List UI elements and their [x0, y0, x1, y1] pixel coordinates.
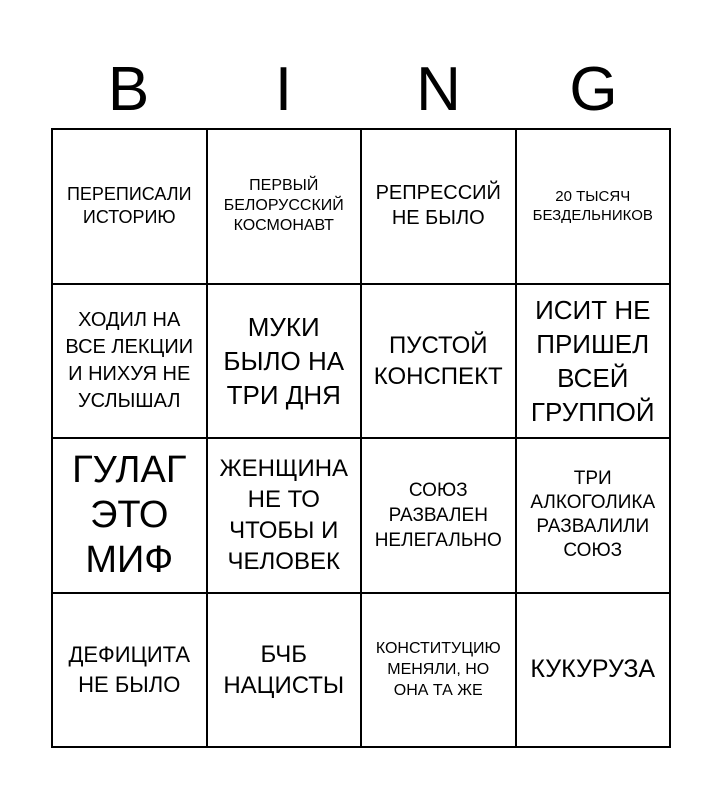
bingo-cell[interactable] [517, 285, 672, 440]
bingo-cell[interactable] [517, 439, 672, 594]
bingo-cell[interactable] [362, 439, 517, 594]
bingo-cell-text: ИСИТ НЕ ПРИШЕЛ ВСЕЙ ГРУППОЙ [530, 294, 655, 427]
header-letter-n: N [416, 55, 461, 124]
bingo-cell[interactable] [517, 594, 672, 749]
bingo-cell-text: ПЕРЕПИСАЛИ ИСТОРИЮ [66, 184, 192, 228]
bingo-cell-text: БЧБ НАЦИСТЫ [223, 640, 345, 699]
bingo-cell-text: ГУЛАГ ЭТО МИФ [72, 448, 187, 581]
bingo-cell[interactable] [517, 130, 672, 285]
bingo-cell[interactable] [362, 285, 517, 440]
bingo-header [51, 52, 671, 128]
bingo-cell[interactable] [208, 130, 363, 285]
header-letter-b: B [107, 55, 150, 124]
bingo-cell-text: ТРИ АЛКОГОЛИКА РАЗВАЛИЛИ СОЮЗ [530, 468, 656, 562]
bingo-cell-text: КУКУРУЗА [530, 655, 656, 684]
bingo-cell[interactable] [208, 594, 363, 749]
bingo-cell-text: МУКИ БЫЛО НА ТРИ ДНЯ [223, 311, 345, 410]
bingo-cell[interactable] [53, 285, 208, 440]
bingo-cell-text: ПЕРВЫЙ БЕЛОРУССКИЙ КОСМОНАВТ [223, 177, 344, 235]
bingo-cell-text: ЖЕНЩИНА НЕ ТО ЧТОБЫ И ЧЕЛОВЕК [219, 455, 349, 576]
bingo-cell[interactable] [53, 439, 208, 594]
bingo-cell[interactable] [208, 439, 363, 594]
bingo-cell[interactable] [362, 130, 517, 285]
bingo-cell-text: РЕПРЕССИЙ НЕ БЫЛО [375, 182, 501, 230]
bingo-card [51, 128, 671, 748]
header-letter-g: G [569, 55, 618, 124]
bingo-cell-text: 20 ТЫСЯЧ БЕЗДЕЛЬНИКОВ [532, 188, 653, 225]
bingo-cell-text: ПУСТОЙ КОНСПЕКТ [373, 331, 503, 390]
header-letter-i: I [274, 55, 293, 124]
bingo-cell[interactable] [53, 130, 208, 285]
bingo-cell-text: КОНСТИТУЦИЮ МЕНЯЛИ, НО ОНА ТА ЖЕ [375, 640, 501, 700]
bingo-cell[interactable] [208, 285, 363, 440]
bingo-cell-text: СОЮЗ РАЗВАЛЕН НЕЛЕГАЛЬНО [374, 479, 502, 551]
bingo-cell-text: ДЕФИЦИТА НЕ БЫЛО [68, 641, 191, 697]
bingo-cell[interactable] [362, 594, 517, 749]
bingo-cell-text: ХОДИЛ НА ВСЕ ЛЕКЦИИ И НИХУЯ НЕ УСЛЫШАЛ [65, 308, 194, 412]
bingo-cell[interactable] [53, 594, 208, 749]
